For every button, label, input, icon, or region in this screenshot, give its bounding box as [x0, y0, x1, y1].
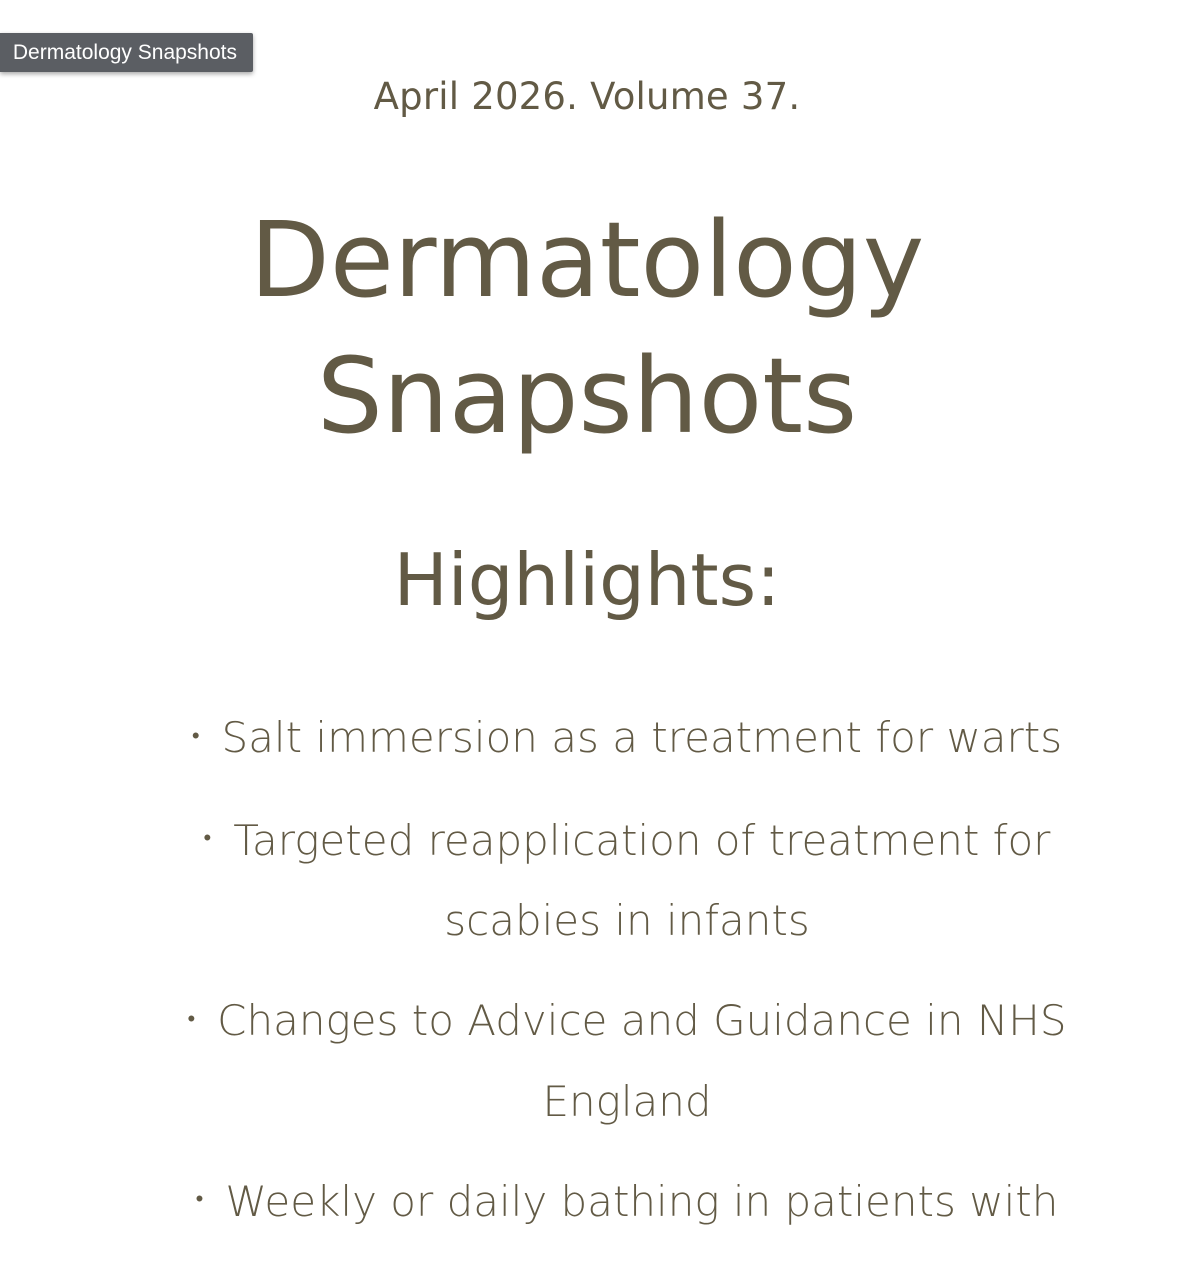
bullet-icon: •	[191, 723, 200, 749]
tooltip-text: Dermatology Snapshots	[12, 41, 237, 64]
highlights-heading: Highlights:	[393, 538, 781, 622]
page-title-line-1: Dermatology	[249, 199, 925, 321]
list-item	[120, 982, 1134, 1141]
page-title-line-2: Snapshots	[316, 335, 858, 457]
list-item	[120, 1163, 1134, 1244]
list-item	[120, 802, 1134, 961]
list-item-text: Salt immersion as a treatment for warts	[221, 713, 1063, 762]
list-item-text: Changes to Advice and Guidance in NHS England	[217, 996, 1067, 1126]
bullet-icon: •	[203, 826, 212, 851]
list-item-text: Targeted reapplication of treatment for scabies in infants	[233, 815, 1051, 945]
tooltip	[0, 33, 253, 72]
list-item-text: Weekly or daily bathing in patients with	[225, 1176, 1059, 1226]
list-item	[120, 699, 1134, 780]
issue-date-line: April 2026. Volume 37.	[373, 75, 801, 118]
highlights-list	[120, 699, 1134, 1265]
bullet-icon: •	[195, 1187, 204, 1212]
bullet-icon: •	[187, 1006, 196, 1032]
page-title	[0, 192, 1174, 464]
